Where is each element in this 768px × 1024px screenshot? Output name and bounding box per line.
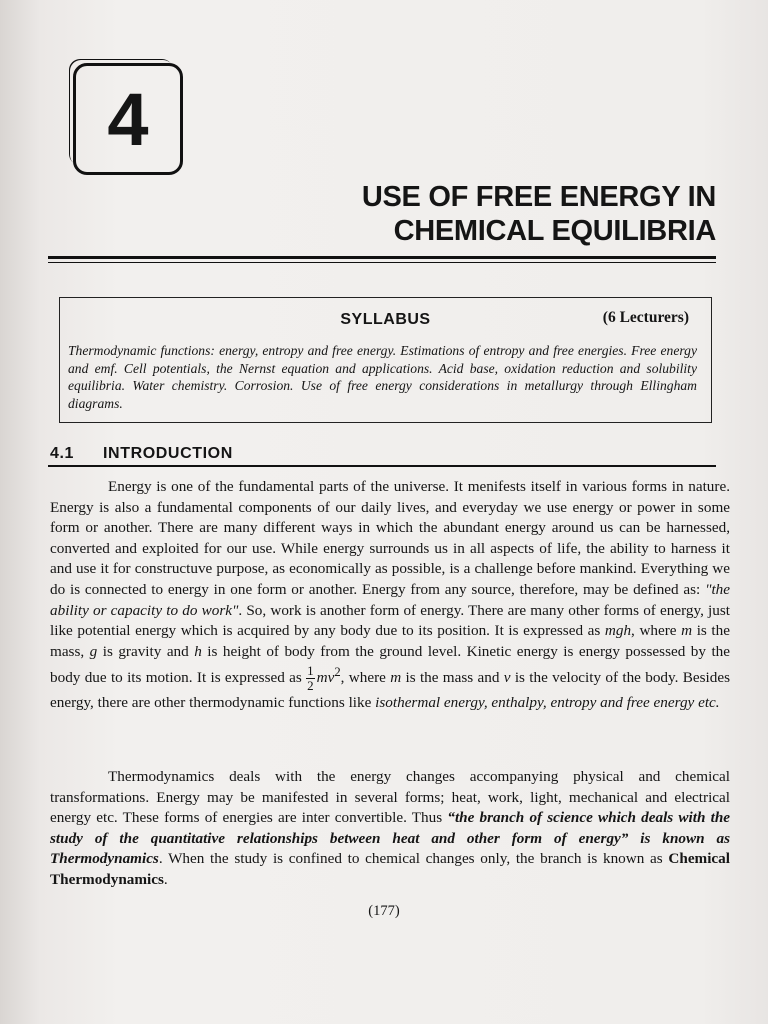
- p1-var-m: m: [681, 622, 693, 640]
- section-rule: [48, 465, 716, 467]
- p1-definition: "the ability or capacity to do work": [50, 580, 730, 619]
- paragraph-thermodynamics: [50, 767, 730, 891]
- page-number: (177): [368, 903, 400, 919]
- p1-text-o: is the mass and: [401, 669, 504, 687]
- syllabus-lectures: (6 Lecturers): [602, 309, 689, 326]
- p2-chemical-thermodynamics: Chemical Thermodynamics: [50, 850, 730, 888]
- p1-text-g: is the mass,: [50, 622, 730, 660]
- title-rule-thick: [48, 256, 716, 259]
- p1-functions-list: isothermal energy, enthalpy, entropy and free energy etc.: [375, 694, 720, 712]
- p1-text-e: , where: [631, 622, 682, 640]
- p1-text-q: is the velocity of the body. Besides energy, there are other thermodynamic functions like: [50, 669, 730, 712]
- p1-var-g: g: [89, 642, 98, 660]
- p1-text-i: is gravity and: [97, 642, 195, 660]
- p1-mv: mv: [316, 669, 335, 687]
- p1-text-k: is height of body from the ground level. Kinetic energy is energy possessed by the body due to its motion. It is expressed as: [50, 642, 731, 687]
- chapter-number: 4: [107, 78, 149, 161]
- chapter-title-line1: USE OF FREE ENERGY IN: [361, 181, 716, 213]
- fraction-denominator: 2: [307, 678, 314, 694]
- p1-text-m: , where: [340, 669, 391, 687]
- syllabus-body: Thermodynamic functions: energy, entropy and free energy. Estimations of entropy and free energies. Free energy and emf. Cell potentials, the Nernst equation and applications. Acid base, oxidation reduction and solubility equilibria. Water chemistry. Corrosion. Use of free energy considerations in metallurgy through Ellingham diagrams.: [68, 343, 697, 411]
- section-number: 4.1: [50, 445, 75, 462]
- p1-mgh: mgh: [604, 622, 632, 640]
- chapter-number-box: [73, 63, 183, 175]
- section-heading: [50, 445, 716, 463]
- p1-text-a: Energy is one of the fundamental parts of the universe. It menifests itself in various forms in nature. Energy is also a fundamental components of our daily lives, and everyday we use energy or power in some form or another. There are many different ways in which the abundant energy around us can be harnessed, converted and exploited for our use. While energy surrounds us in all aspects of life, the ability to harness it and use it for constructuve purpose, as economically as possible, is a challenge before mankind. Everything we do is connected to energy in one form or another. Energy from any source, therefore, may be defined as:: [50, 478, 730, 598]
- p1-var-h: h: [194, 642, 202, 660]
- p2-text-c: . When the study is confined to chemical changes only, the branch is known as: [158, 850, 669, 868]
- section-title: INTRODUCTION: [103, 445, 233, 462]
- p1-var-v: v: [503, 669, 511, 687]
- p2-text-a: Thermodynamics deals with the energy changes accompanying physical and chemical transformations. Energy may be manifested in several forms; heat, work, light, mechanical and electrical energy etc. These forms of energies are inter convertible. Thus: [50, 768, 730, 827]
- syllabus-heading: SYLLABUS: [340, 311, 431, 328]
- p1-var-m2: m: [390, 669, 402, 687]
- p2-text-e: .: [163, 870, 168, 888]
- chapter-title: [362, 180, 716, 248]
- fraction-numerator: 1: [307, 663, 314, 679]
- p2-definition: “the branch of science which deals with the study of the quantitative relationships between heat and other form of energy” is known as Thermodynamics: [50, 809, 731, 868]
- syllabus-box: [59, 297, 712, 423]
- paragraph-intro: [50, 477, 730, 714]
- chapter-title-line2: CHEMICAL EQUILIBRIA: [393, 215, 716, 247]
- fraction-half: [306, 664, 315, 693]
- p1-mv-exponent: 2: [334, 665, 341, 680]
- p1-text-c: . So, work is another form of energy. There are many other forms of energy, just like potential energy which is acquired by any body due to its position. It is expressed as: [50, 601, 730, 640]
- title-rule-thin: [48, 262, 716, 263]
